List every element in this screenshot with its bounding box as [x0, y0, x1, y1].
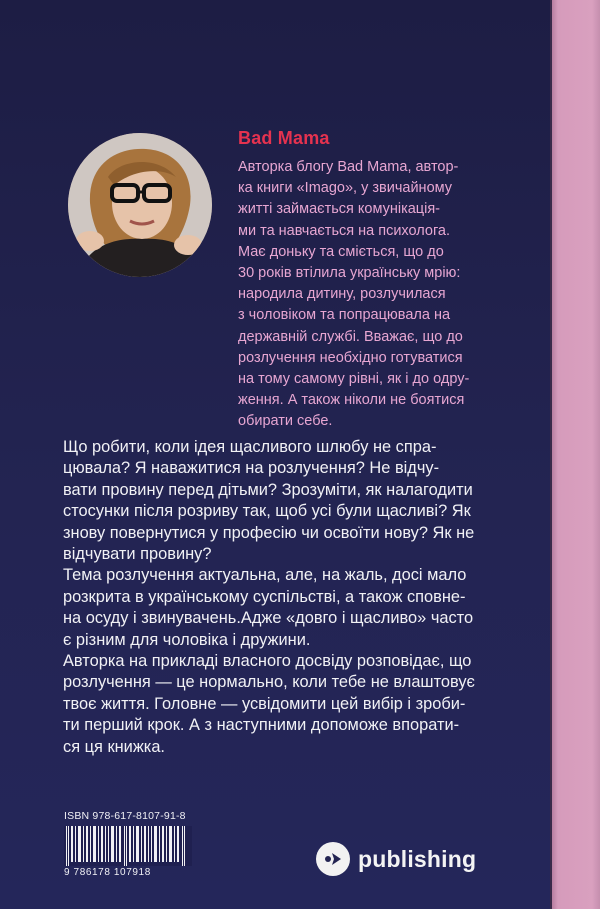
barcode-block [64, 810, 200, 876]
author-photo [68, 133, 212, 277]
author-name: Bad Mama [238, 128, 330, 148]
publisher-logo [316, 839, 476, 879]
isbn-label: ISBN 978-617-8107-91-8 [64, 810, 186, 822]
barcode-digits: 9 786178 107918 [64, 867, 151, 878]
book-spine [552, 0, 600, 909]
book-description: Що робити, коли ідея щасливого шлюбу не спра- цювала? Я наважитися на розлучення? Не відчу- вати провину перед дітьми? Зрозуміти, як налагодити стосунки після розриву так, щоб усі були щасливі? Як знову повернутися у професію чи освоїти нову? Як не відчувати провину? Тема розлучення актуальна, але, на жаль, досі мало розкрита в українському суспільстві, а також сповне- на осуду і звинувачень.Адже «довго і щасливо» часто є різним для чоловіка і дружини. Авторка на прикладі власного досвіду розповідає, що розлучення — це нормально, коли тебе не влаштовує твоє життя. Головне — усвідомити цей вибір і зроби- ти перший крок. А з наступними допоможе впорати- ся ця книжка. [63, 438, 475, 756]
author-bio: Авторка блогу Bad Mama, автор- ка книги «Imago», у звичайному житті займається комунікація- ми та навчається на психолога. Має доньку та сміється, що до 30 років втілила українську мрію: народила дитину, розлучилася з чоловіком та попрацювала на державній службі. Вважає, що до розлучення необхідно готуватися на тому самому рівні, як і до одру- ження. А також ніколи не боятися обирати себе. [238, 159, 470, 430]
publisher-name: publishing [358, 845, 477, 872]
barcode-icon [64, 826, 192, 866]
arrow-in-circle-icon [316, 842, 350, 876]
